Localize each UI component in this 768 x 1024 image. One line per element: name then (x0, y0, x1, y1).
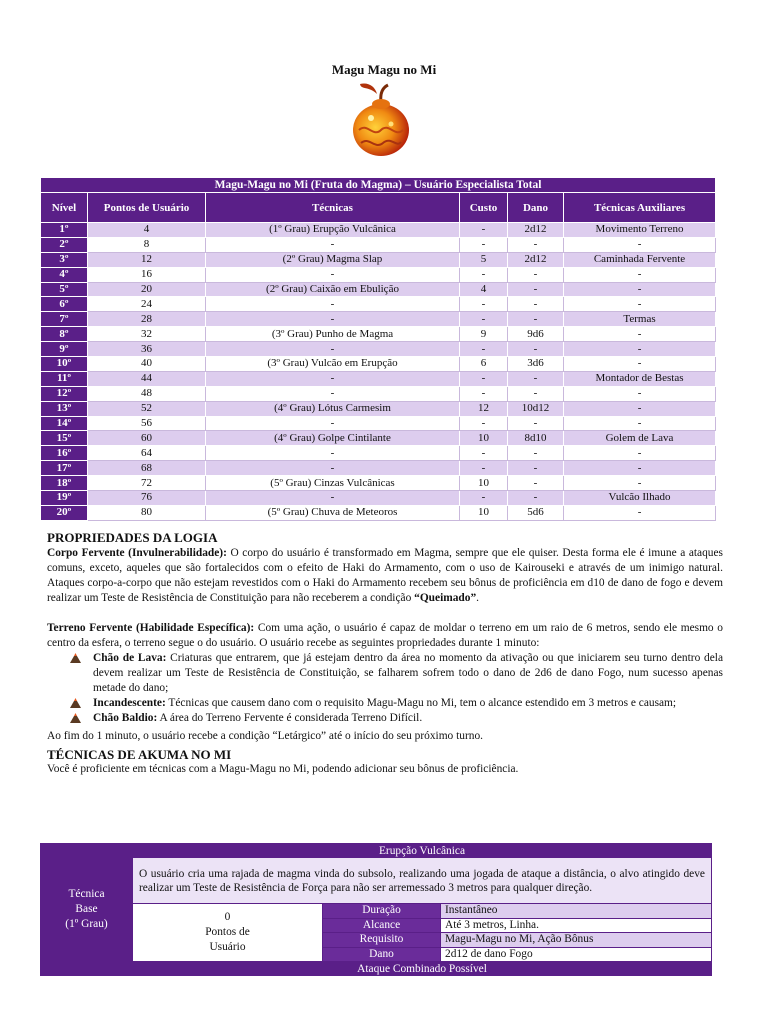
table-body (41, 223, 716, 521)
table-cell: Caminhada Fervente (564, 252, 716, 267)
table-cell: 10º (41, 357, 88, 372)
table-cell: - (564, 282, 716, 297)
table-cell: 8 (88, 237, 206, 252)
table-row (41, 252, 716, 267)
table-cell: 10 (460, 505, 508, 520)
table-cell: 13º (41, 401, 88, 416)
table-cell: - (508, 237, 564, 252)
table-cell: - (564, 237, 716, 252)
table-cell: Vulcão Ilhado (564, 491, 716, 506)
list-item (69, 651, 723, 696)
table-cell: 40 (88, 357, 206, 372)
table-row (41, 446, 716, 461)
table-cell: - (564, 267, 716, 282)
grade-line: Técnica (68, 888, 105, 900)
table-cell: - (206, 446, 460, 461)
volcano-icon (69, 697, 82, 709)
table-cell: 1º (41, 223, 88, 238)
table-cell: 9 (460, 327, 508, 342)
logia-section (47, 530, 723, 777)
table-cell: 10 (460, 431, 508, 446)
table-cell: - (508, 476, 564, 491)
table-cell: - (508, 416, 564, 431)
table-cell: 52 (88, 401, 206, 416)
table-cell: - (460, 297, 508, 312)
table-cell: (3º Grau) Punho de Magma (206, 327, 460, 342)
table-cell: Montador de Bestas (564, 371, 716, 386)
user-points (133, 904, 323, 962)
table-cell: - (206, 386, 460, 401)
table-row (41, 371, 716, 386)
table-cell: (5º Grau) Cinzas Vulcânicas (206, 476, 460, 491)
table-cell: - (460, 386, 508, 401)
table-cell: 11º (41, 371, 88, 386)
table-row (41, 342, 716, 357)
table-row (41, 461, 716, 476)
table-cell: - (564, 505, 716, 520)
table-cell: 2d12 (508, 252, 564, 267)
corpo-fervente-text: O corpo do usuário é transformado em Magma, sempre que ele quiser. Desta forma ele é imune a ataques comuns, exceto, aqueles que são fortalecidos com o efeito de Haki do Armamento, com o uso de Kairouseki e através de um inimigo natural. Ataques corpo-a-corpo que não estejam revestidos com o Haki do Armamento recebem seu bônus de proficiência em d10 de dano de fogo e devem realizar um Teste de Resistência de Constituição para não receberem a condição (47, 547, 723, 604)
table-row (41, 282, 716, 297)
table-cell: - (206, 342, 460, 357)
section-heading: PROPRIEDADES DA LOGIA (47, 530, 218, 545)
table-cell: - (508, 267, 564, 282)
table-cell: 17º (41, 461, 88, 476)
table-cell: 3d6 (508, 357, 564, 372)
table-cell: - (206, 461, 460, 476)
table-cell: 12 (460, 401, 508, 416)
table-cell: 44 (88, 371, 206, 386)
table-cell: 64 (88, 446, 206, 461)
table-row (41, 267, 716, 282)
technique-name: Erupção Vulcânica (133, 844, 712, 858)
table-cell: 3º (41, 252, 88, 267)
table-cell: 16 (88, 267, 206, 282)
column-header: Nível (41, 193, 88, 223)
table-cell: - (460, 371, 508, 386)
table-cell: 24 (88, 297, 206, 312)
volcano-icon (69, 652, 82, 664)
sentence-end: . (476, 592, 480, 604)
stat-value: 2d12 de dano Fogo (441, 947, 712, 962)
bullet-label: Chão de Lava: (93, 652, 167, 664)
section-heading: TÉCNICAS DE AKUMA NO MI (47, 747, 232, 762)
table-row (41, 312, 716, 327)
table-cell: - (460, 416, 508, 431)
technique-footer: Ataque Combinado Possível (133, 962, 712, 976)
stat-label: Alcance (323, 918, 441, 933)
volcano-icon (69, 712, 82, 724)
table-cell: (1º Grau) Erupção Vulcânica (206, 223, 460, 238)
stat-value: Até 3 metros, Linha. (441, 918, 712, 933)
table-cell: 10 (460, 476, 508, 491)
table-cell: 28 (88, 312, 206, 327)
table-cell: 80 (88, 505, 206, 520)
table-caption: Magu-Magu no Mi (Fruta do Magma) – Usuário Especialista Total (41, 178, 716, 193)
points-label: Pontos de (205, 926, 250, 938)
table-cell: 16º (41, 446, 88, 461)
table-row (41, 401, 716, 416)
table-cell: 18º (41, 476, 88, 491)
table-cell: - (460, 312, 508, 327)
table-row (41, 416, 716, 431)
table-cell: - (206, 491, 460, 506)
table-cell: 15º (41, 431, 88, 446)
table-cell: - (206, 371, 460, 386)
table-cell: - (508, 386, 564, 401)
table-cell: - (564, 446, 716, 461)
table-cell: 12º (41, 386, 88, 401)
table-row (41, 476, 716, 491)
table-cell: - (564, 386, 716, 401)
table-cell: - (206, 267, 460, 282)
terreno-fervente-text: Com uma ação, o usuário é capaz de moldar o terreno em um raio de 6 metros, sendo ele mesmo o centro da esfera, o terreno segue o do usuário. O usuário recebe as seguintes propriedades durante 1 minuto: (47, 622, 723, 649)
stat-value: Instantâneo (441, 904, 712, 919)
column-header: Pontos de Usuário (88, 193, 206, 223)
stat-label: Dano (323, 947, 441, 962)
devil-fruit-image (351, 80, 411, 158)
table-cell: - (460, 267, 508, 282)
table-cell: - (460, 461, 508, 476)
list-item (69, 711, 723, 726)
table-cell: - (564, 476, 716, 491)
table-cell: 68 (88, 461, 206, 476)
table-cell: 8º (41, 327, 88, 342)
table-cell: - (508, 342, 564, 357)
table-cell: - (460, 446, 508, 461)
technique-grade-label (41, 844, 133, 976)
table-cell: - (206, 312, 460, 327)
column-header: Dano (508, 193, 564, 223)
technique-description: O usuário cria uma rajada de magma vinda do subsolo, realizando uma jogada de ataque a distância, o alvo atingido deve realizar um Teste de Resistência de Força para não ser arremessado 3 metros para qualquer direção. (133, 858, 712, 904)
table-cell: 19º (41, 491, 88, 506)
table-cell: 10d12 (508, 401, 564, 416)
table-cell: - (508, 297, 564, 312)
table-cell: - (564, 297, 716, 312)
table-cell: 56 (88, 416, 206, 431)
table-cell: (2º Grau) Caixão em Ebulição (206, 282, 460, 297)
column-header: Técnicas (206, 193, 460, 223)
table-cell: 32 (88, 327, 206, 342)
table-cell: - (460, 342, 508, 357)
table-cell: - (564, 461, 716, 476)
table-cell: (4º Grau) Golpe Cintilante (206, 431, 460, 446)
table-cell: - (564, 416, 716, 431)
table-cell: 4 (460, 282, 508, 297)
table-cell: 20 (88, 282, 206, 297)
table-cell: (3º Grau) Vulcão em Erupção (206, 357, 460, 372)
corpo-fervente-paragraph (47, 546, 723, 606)
condition-name: “Queimado” (414, 592, 477, 604)
table-cell: 4º (41, 267, 88, 282)
table-cell: Movimento Terreno (564, 223, 716, 238)
techniques-intro: Você é proficiente em técnicas com a Magu-Magu no Mi, podendo adicionar seu bônus de proficiência. (47, 763, 519, 775)
table-row (41, 491, 716, 506)
table-cell: - (508, 371, 564, 386)
table-cell: - (508, 446, 564, 461)
terreno-fervente-paragraph (47, 621, 723, 651)
table-cell: - (460, 223, 508, 238)
table-cell: - (564, 342, 716, 357)
table-cell: 48 (88, 386, 206, 401)
table-cell: 7º (41, 312, 88, 327)
bullet-label: Incandescente: (93, 697, 166, 709)
table-cell: 60 (88, 431, 206, 446)
table-cell: 36 (88, 342, 206, 357)
table-cell: (2º Grau) Magma Slap (206, 252, 460, 267)
stat-value: Magu-Magu no Mi, Ação Bônus (441, 933, 712, 948)
list-item (69, 696, 723, 711)
bullet-text: A área do Terreno Fervente é considerada Terreno Difícil. (157, 712, 423, 724)
progression-table (40, 177, 716, 521)
table-row (41, 327, 716, 342)
points-value: 0 (224, 911, 231, 923)
column-header: Custo (460, 193, 508, 223)
table-cell: 14º (41, 416, 88, 431)
stat-label: Duração (323, 904, 441, 919)
closing-paragraph: Ao fim do 1 minuto, o usuário recebe a condição “Letárgico” até o início do seu próximo turno. (47, 730, 483, 742)
stat-label: Requisito (323, 933, 441, 948)
page-title: Magu Magu no Mi (331, 62, 437, 77)
table-cell: - (564, 401, 716, 416)
table-cell: 9º (41, 342, 88, 357)
points-label: Usuário (209, 941, 246, 953)
table-cell: - (206, 237, 460, 252)
table-cell: 5 (460, 252, 508, 267)
table-cell: 4 (88, 223, 206, 238)
table-cell: - (508, 282, 564, 297)
table-row (41, 357, 716, 372)
table-cell: 12 (88, 252, 206, 267)
table-row (41, 505, 716, 520)
table-cell: - (206, 297, 460, 312)
table-cell: - (564, 357, 716, 372)
table-cell: 76 (88, 491, 206, 506)
table-cell: (4º Grau) Lótus Carmesim (206, 401, 460, 416)
bullet-label: Chão Baldio: (93, 712, 158, 724)
table-row (41, 223, 716, 238)
table-row (41, 237, 716, 252)
terreno-fervente-label: Terreno Fervente (Habilidade Específica): (47, 622, 255, 634)
table-row (41, 431, 716, 446)
table-cell: - (508, 461, 564, 476)
table-cell: 6 (460, 357, 508, 372)
table-row (41, 297, 716, 312)
corpo-fervente-label: Corpo Fervente (Invulnerabilidade): (47, 547, 227, 559)
table-cell: - (508, 491, 564, 506)
table-cell: 2º (41, 237, 88, 252)
table-cell: - (206, 416, 460, 431)
table-row (41, 386, 716, 401)
table-cell: 2d12 (508, 223, 564, 238)
table-cell: - (460, 237, 508, 252)
technique-card (40, 843, 712, 976)
table-cell: Termas (564, 312, 716, 327)
table-cell: 72 (88, 476, 206, 491)
grade-line: Base (75, 903, 98, 915)
bullet-text: Criaturas que entrarem, que já estejam dentro da área no momento da ativação ou que iniciarem seu turno dentro dela devem realizar um Teste de Resistência de Constituição, se falharem sofrem todo o dano de 2d6 de dano Fogo, num sucesso apenas metade do dano; (93, 652, 724, 694)
table-cell: 5º (41, 282, 88, 297)
table-cell: - (564, 327, 716, 342)
table-cell: - (508, 312, 564, 327)
table-cell: 6º (41, 297, 88, 312)
grade-line: (1º Grau) (65, 918, 108, 930)
table-cell: - (460, 491, 508, 506)
table-cell: 8d10 (508, 431, 564, 446)
table-cell: Golem de Lava (564, 431, 716, 446)
table-cell: 9d6 (508, 327, 564, 342)
terrain-properties-list (47, 651, 723, 726)
bullet-text: Técnicas que causem dano com o requisito Magu-Magu no Mi, tem o alcance estendido em 3 metros e causam; (165, 697, 677, 709)
table-cell: 5d6 (508, 505, 564, 520)
column-header: Técnicas Auxiliares (564, 193, 716, 223)
table-cell: (5º Grau) Chuva de Meteoros (206, 505, 460, 520)
table-cell: 20º (41, 505, 88, 520)
